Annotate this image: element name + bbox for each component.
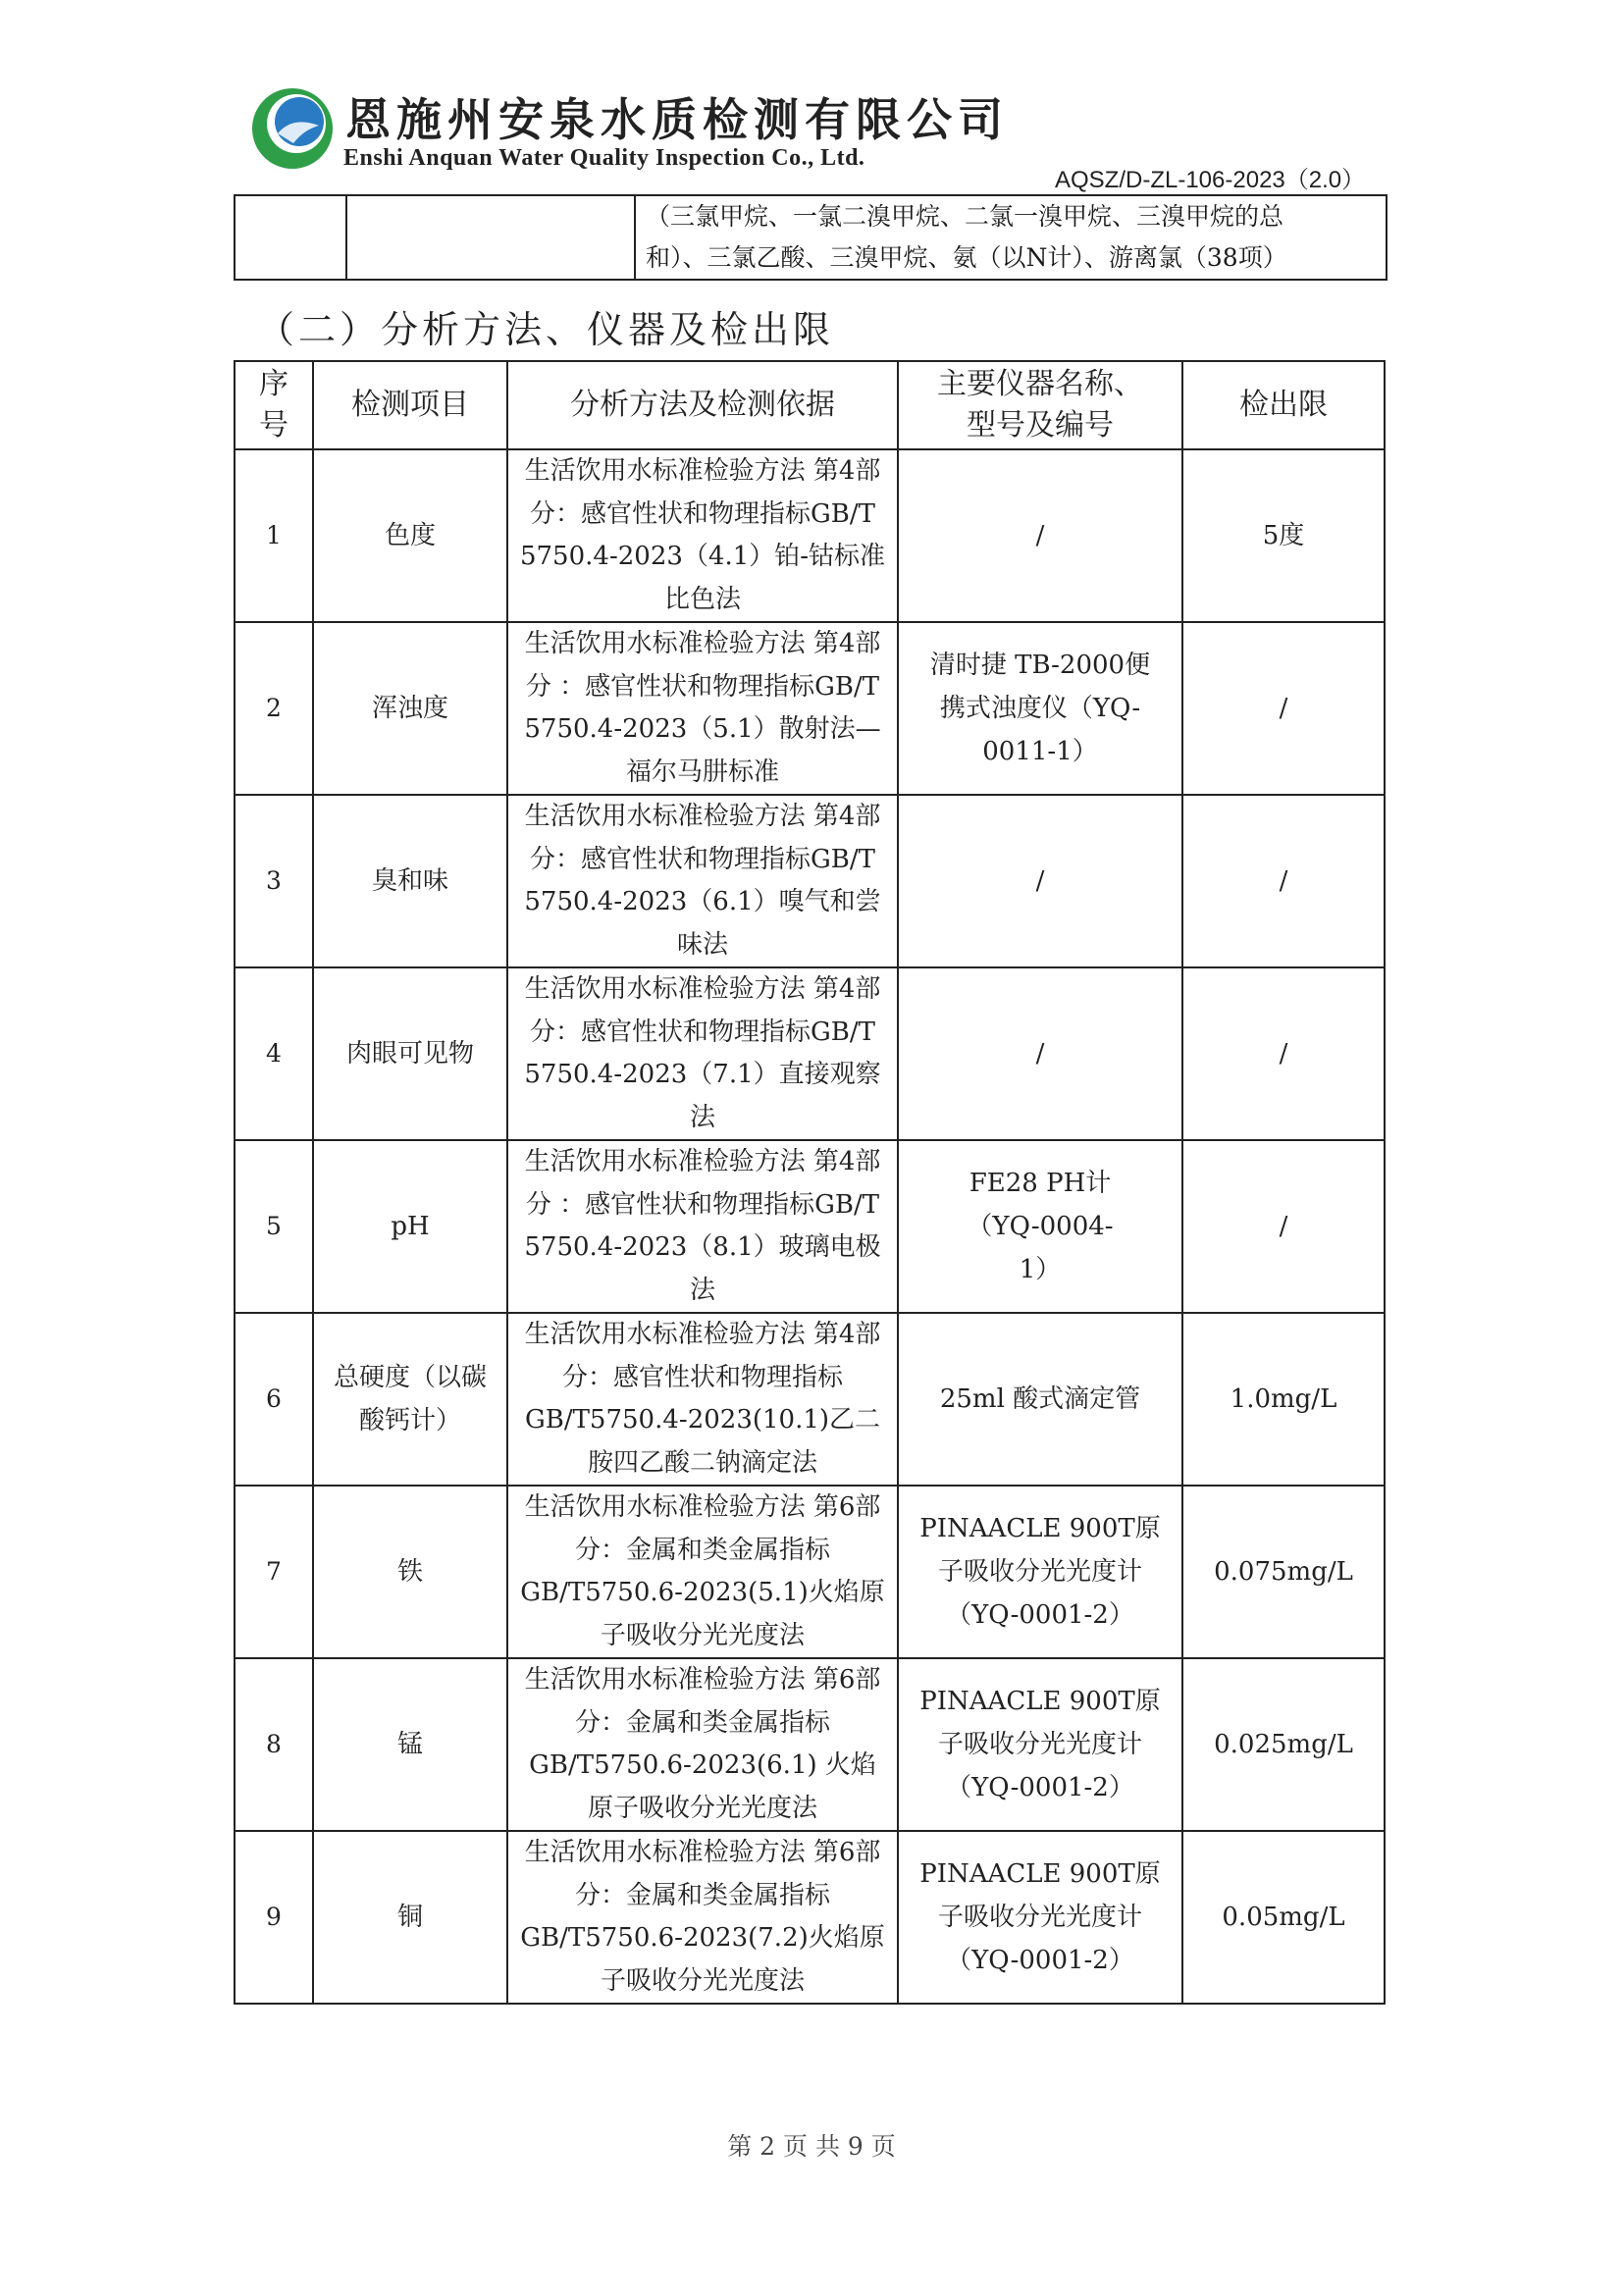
- row-item: pH: [313, 1140, 507, 1313]
- row-item: 色度: [313, 449, 507, 622]
- row-index: 8: [235, 1658, 313, 1831]
- table-row: [235, 449, 1385, 622]
- row-method: 生活饮用水标准检验方法 第4部分 ：感官性状和物理指标GB/T 5750.4-2023（8.1）玻璃电极法: [507, 1140, 898, 1313]
- row-limit: 0.05mg/L: [1182, 1831, 1385, 2004]
- row-item: 浑浊度: [313, 622, 507, 795]
- table-row: [235, 795, 1385, 967]
- row-instrument: /: [898, 967, 1182, 1140]
- row-limit: 5度: [1182, 449, 1385, 622]
- row-method: 生活饮用水标准检验方法 第4部分 ：感官性状和物理指标GB/T 5750.4-2023（5.1）散射法—福尔马肼标准: [507, 622, 898, 795]
- row-index: 3: [235, 795, 313, 967]
- row-item: 铁: [313, 1486, 507, 1658]
- row-method: 生活饮用水标准检验方法 第6部分：金属和类金属指标GB/T5750.6-2023(6.1) 火焰原子吸收分光光度法: [507, 1658, 898, 1831]
- row-method: 生活饮用水标准检验方法 第6部分：金属和类金属指标GB/T5750.6-2023(5.1)火焰原子吸收分光光度法: [507, 1486, 898, 1658]
- header-limit: 检出限: [1182, 361, 1385, 449]
- row-instrument: 25ml 酸式滴定管: [898, 1313, 1182, 1486]
- row-method: 生活饮用水标准检验方法 第4部分：感官性状和物理指标GB/T5750.4-2023(10.1)乙二胺四乙酸二钠滴定法: [507, 1313, 898, 1486]
- company-logo-icon: [250, 86, 335, 171]
- row-item: 总硬度（以碳酸钙计）: [313, 1313, 507, 1486]
- row-instrument: PINAACLE 900T原子吸收分光光度计（YQ-0001-2）: [898, 1831, 1182, 2004]
- table-header-row: [235, 361, 1385, 449]
- row-index: 7: [235, 1486, 313, 1658]
- row-item: 臭和味: [313, 795, 507, 967]
- header-item: 检测项目: [313, 361, 507, 449]
- table-row: [235, 967, 1385, 1140]
- method-table: [234, 360, 1386, 2005]
- header-index: 序号: [235, 361, 313, 449]
- row-index: 2: [235, 622, 313, 795]
- section-title: （二）分析方法、仪器及检出限: [257, 308, 835, 351]
- row-method: 生活饮用水标准检验方法 第4部分：感官性状和物理指标GB/T 5750.4-2023（7.1）直接观察法: [507, 967, 898, 1140]
- page-number: 第 2 页 共 9 页: [727, 2132, 896, 2161]
- continuation-empty-cell: [235, 195, 346, 280]
- row-instrument: /: [898, 449, 1182, 622]
- row-index: 6: [235, 1313, 313, 1486]
- row-limit: /: [1182, 795, 1385, 967]
- continuation-text-cell: [635, 195, 1387, 280]
- continuation-line: 和）、三氯乙酸、三溴甲烷、氨（以N计）、游离氯（38项）: [646, 243, 1287, 272]
- row-limit: /: [1182, 967, 1385, 1140]
- table-row: [235, 1140, 1385, 1313]
- row-method: 生活饮用水标准检验方法 第4部分：感官性状和物理指标GB/T 5750.4-2023（6.1）嗅气和尝味法: [507, 795, 898, 967]
- company-name-en: Enshi Anquan Water Quality Inspection Co., Ltd.: [343, 145, 865, 171]
- continuation-empty-cell: [346, 195, 635, 280]
- table-row: [235, 1658, 1385, 1831]
- table-row: [235, 1313, 1385, 1486]
- continuation-line: （三氯甲烷、一氯二溴甲烷、二氯一溴甲烷、三溴甲烷的总: [646, 202, 1284, 231]
- row-index: 5: [235, 1140, 313, 1313]
- table-row: [235, 1831, 1385, 2004]
- row-item: 铜: [313, 1831, 507, 2004]
- row-method: 生活饮用水标准检验方法 第6部分：金属和类金属指标GB/T5750.6-2023(7.2)火焰原子吸收分光光度法: [507, 1831, 898, 2004]
- company-name-cn: 恩施州安泉水质检测有限公司: [345, 93, 1009, 146]
- row-index: 1: [235, 449, 313, 622]
- row-instrument: /: [898, 795, 1182, 967]
- header-instrument: 主要仪器名称、型号及编号: [898, 361, 1182, 449]
- continuation-table: [234, 194, 1387, 281]
- row-instrument: FE28 PH计（YQ-0004-1）: [898, 1140, 1182, 1313]
- row-limit: 0.075mg/L: [1182, 1486, 1385, 1658]
- row-item: 肉眼可见物: [313, 967, 507, 1140]
- row-instrument: PINAACLE 900T原子吸收分光光度计（YQ-0001-2）: [898, 1658, 1182, 1831]
- row-limit: 1.0mg/L: [1182, 1313, 1385, 1486]
- header-method: 分析方法及检测依据: [507, 361, 898, 449]
- table-row: [235, 1486, 1385, 1658]
- row-limit: /: [1182, 1140, 1385, 1313]
- row-limit: 0.025mg/L: [1182, 1658, 1385, 1831]
- table-row: [235, 622, 1385, 795]
- row-instrument: PINAACLE 900T原子吸收分光光度计（YQ-0001-2）: [898, 1486, 1182, 1658]
- row-method: 生活饮用水标准检验方法 第4部分：感官性状和物理指标GB/T 5750.4-2023（4.1）铂-钴标准比色法: [507, 449, 898, 622]
- document-code: AQSZ/D-ZL-106-2023（2.0）: [1055, 167, 1366, 193]
- row-index: 9: [235, 1831, 313, 2004]
- row-item: 锰: [313, 1658, 507, 1831]
- row-instrument: 清时捷 TB-2000便携式浊度仪（YQ-0011-1）: [898, 622, 1182, 795]
- row-limit: /: [1182, 622, 1385, 795]
- row-index: 4: [235, 967, 313, 1140]
